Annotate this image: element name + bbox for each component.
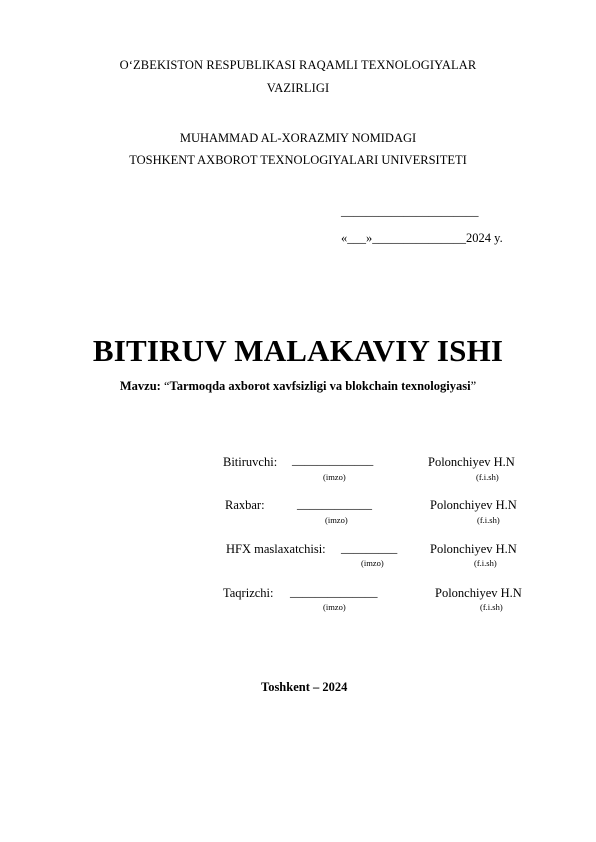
ministry-name-line1: O‘ZBEKISTON RESPUBLIKASI RAQAMLI TEXNOLOGIYALAR [119, 58, 477, 72]
signature-role-reviewer: Taqrizchi: [223, 586, 274, 600]
signature-role-graduate: Bitiruvchi: [223, 455, 278, 469]
document-topic [0, 379, 596, 394]
document-title: BITIRUV MALAKAVIY ISHI [92, 333, 504, 368]
ministry-name-line2: VAZIRLIGI [266, 81, 330, 95]
signature-line-reviewer: ______________ [290, 585, 378, 599]
university-name-line1: MUHAMMAD AL-XORAZMIY NOMIDAGI [179, 131, 417, 145]
signature-role-safety-consultant: HFX maslaxatchisi: [226, 542, 326, 556]
signature-name-supervisor: Polonchiyev H.N [430, 498, 517, 512]
city-year: Toshkent – 2024 [261, 680, 348, 694]
name-caption-reviewer: (f.i.sh) [480, 602, 503, 612]
name-caption-graduate: (f.i.sh) [476, 472, 499, 482]
signature-caption-supervisor: (imzo) [325, 515, 348, 525]
topic-close-quote: ” [470, 379, 477, 393]
signature-name-graduate: Polonchiyev H.N [428, 455, 515, 469]
signature-role-supervisor: Raxbar: [225, 498, 265, 512]
topic-label: Mavzu: [119, 379, 164, 393]
signature-name-safety-consultant: Polonchiyev H.N [430, 542, 517, 556]
signature-caption-reviewer: (imzo) [323, 602, 346, 612]
approval-signature-line: ______________________ [341, 204, 479, 218]
topic-open-quote: “ [163, 379, 170, 393]
signature-line-safety-consultant: _________ [341, 541, 398, 555]
topic-text: Tarmoqda axborot xavfsizligi va blokchain texnologiyasi [169, 379, 471, 393]
name-caption-supervisor: (f.i.sh) [477, 515, 500, 525]
signature-line-graduate: _____________ [292, 453, 374, 467]
name-caption-safety-consultant: (f.i.sh) [474, 558, 497, 568]
signature-name-reviewer: Polonchiyev H.N [435, 586, 522, 600]
university-name-line2: TOSHKENT AXBOROT TEXNOLOGIYALARI UNIVERSITETI [129, 153, 467, 167]
approval-date-line: «___»_______________2024 y. [341, 231, 503, 245]
signature-caption-graduate: (imzo) [323, 472, 346, 482]
signature-line-supervisor: ____________ [297, 497, 372, 511]
signature-caption-safety-consultant: (imzo) [361, 558, 384, 568]
